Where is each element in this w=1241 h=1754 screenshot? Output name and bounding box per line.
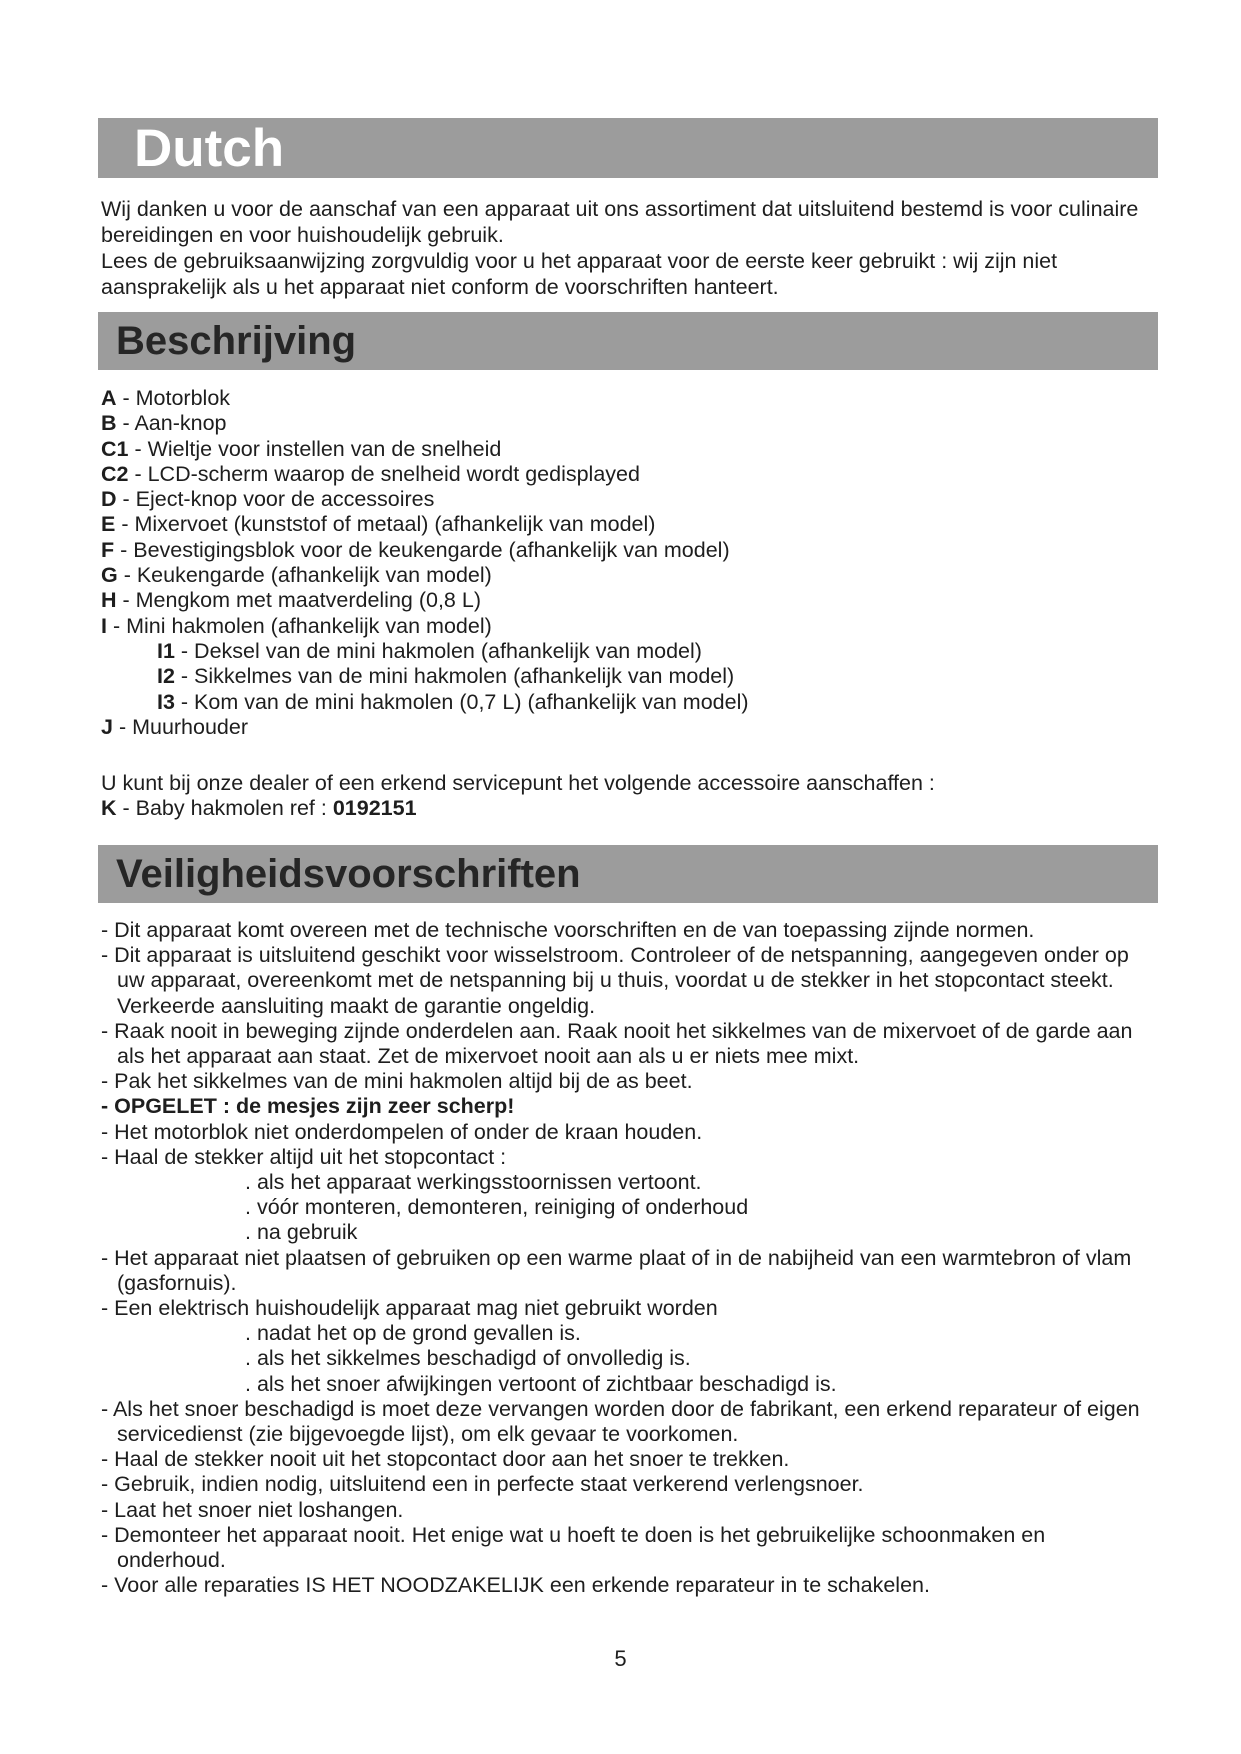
safety-item: - Als het snoer beschadigd is moet deze vervangen worden door de fabrikant, een erkend reparateur of eigen servicedienst (zie bijgevoegde lijst), om elk gevaar te voorkomen. [101, 1396, 1140, 1447]
accessory-info [101, 771, 935, 821]
safety-item: - Dit apparaat is uitsluitend geschikt voor wisselstroom. Controleer of de netspanning, aangegeven onder op uw apparaat, overeenkomt met de netspanning bij u thuis, voordat u de stekker in het stopcontact steekt. Verkeerde aansluiting maakt de garantie ongeldig. [101, 943, 1129, 1018]
accessory-ref: 0192151 [332, 796, 417, 820]
list-item: B - Aan-knop [101, 411, 227, 436]
safety-item: - Laat het snoer niet loshangen. [101, 1497, 404, 1522]
list-item: H - Mengkom met maatverdeling (0,8 L) [101, 588, 481, 613]
list-item: I2 - Sikkelmes van de mini hakmolen (afhankelijk van model) [157, 664, 735, 689]
list-item: C2 - LCD-scherm waarop de snelheid wordt gedisplayed [101, 461, 640, 486]
intro-paragraph-1: Wij danken u voor de aanschaf van een apparaat uit ons assortiment dat uitsluitend bestemd is voor culinaire bereidingen en voor huishoudelijk gebruik. [101, 197, 1139, 247]
accessory-item: K - Baby hakmolen ref : 0192151 [101, 796, 417, 820]
safety-item: - Het apparaat niet plaatsen of gebruiken op een warme plaat of in de nabijheid van een warmtebron of vlam (gasfornuis). [101, 1245, 1132, 1295]
page-number: 5 [614, 1646, 627, 1671]
safety-item: - Voor alle reparaties IS HET NOODZAKELIJK een erkende reparateur in te schakelen. [101, 1573, 930, 1598]
safety-item: - Een elektrisch huishoudelijk apparaat mag niet gebruikt worden [101, 1296, 718, 1321]
section-title-dutch: Dutch [134, 119, 285, 178]
safety-item: - Pak het sikkelmes van de mini hakmolen altijd bij de as beet. [101, 1069, 693, 1094]
list-item: F - Bevestigingsblok voor de keukengarde (afhankelijk van model) [101, 537, 730, 562]
safety-list [101, 918, 1156, 1598]
list-item: D - Eject-knop voor de accessoires [101, 487, 435, 512]
section-header-beschrijving [98, 312, 1158, 370]
section-header-veiligheid [98, 845, 1158, 903]
safety-item: - Demonteer het apparaat nooit. Het enige wat u hoeft te doen is het gebruikelijke schoonmaken en onderhoud. [101, 1522, 1046, 1573]
section-title-beschrijving: Beschrijving [116, 319, 357, 363]
parts-list [101, 386, 749, 740]
accessory-intro: U kunt bij onze dealer of een erkend servicepunt het volgende accessoire aanschaffen : [101, 771, 935, 795]
safety-subitem: . als het snoer afwijkingen vertoont of zichtbaar beschadigd is. [245, 1371, 837, 1396]
safety-subitem: . nadat het op de grond gevallen is. [245, 1321, 581, 1346]
list-item: A - Motorblok [101, 386, 231, 410]
list-item: J - Muurhouder [101, 714, 249, 739]
list-item: I3 - Kom van de mini hakmolen (0,7 L) (afhankelijk van model) [157, 689, 749, 714]
safety-item: - Gebruik, indien nodig, uitsluitend een in perfecte staat verkerend verlengsnoer. [101, 1472, 864, 1497]
safety-subitem: . als het apparaat werkingsstoornissen vertoont. [245, 1170, 702, 1195]
safety-item: - Haal de stekker nooit uit het stopcontact door aan het snoer te trekken. [101, 1447, 790, 1472]
safety-subitem: . vóór monteren, demonteren, reiniging of onderhoud [245, 1195, 749, 1220]
safety-subitem: . als het sikkelmes beschadigd of onvolledig is. [245, 1346, 691, 1371]
list-item: I1 - Deksel van de mini hakmolen (afhankelijk van model) [157, 638, 702, 663]
section-header-dutch [98, 118, 1158, 178]
list-item: I - Mini hakmolen (afhankelijk van model) [101, 613, 492, 638]
list-item: C1 - Wieltje voor instellen van de snelheid [101, 436, 502, 461]
safety-warning: - OPGELET : de mesjes zijn zeer scherp! [101, 1094, 515, 1119]
list-item: E - Mixervoet (kunststof of metaal) (afhankelijk van model) [101, 512, 656, 537]
list-item: G - Keukengarde (afhankelijk van model) [101, 563, 492, 588]
safety-item: - Raak nooit in beweging zijnde onderdelen aan. Raak nooit het sikkelmes van de mixervoet of de garde aan als het apparaat aan staat. Zet de mixervoet nooit aan als u er niets mee mixt. [101, 1018, 1133, 1069]
intro-text [101, 196, 1156, 300]
section-title-veiligheid: Veiligheidsvoorschriften [116, 852, 581, 896]
safety-item: - Het motorblok niet onderdompelen of onder de kraan houden. [101, 1119, 703, 1144]
safety-item: - Dit apparaat komt overeen met de technische voorschriften en de van toepassing zijnde normen. [101, 918, 1035, 942]
intro-paragraph-2: Lees de gebruiksaanwijzing zorgvuldig voor u het apparaat voor de eerste keer gebruikt : wij zijn niet aansprakelijk als u het apparaat niet conform de voorschriften hanteert. [101, 249, 1058, 299]
safety-item: - Haal de stekker altijd uit het stopcontact : [101, 1144, 507, 1169]
safety-subitem: . na gebruik [245, 1220, 358, 1245]
